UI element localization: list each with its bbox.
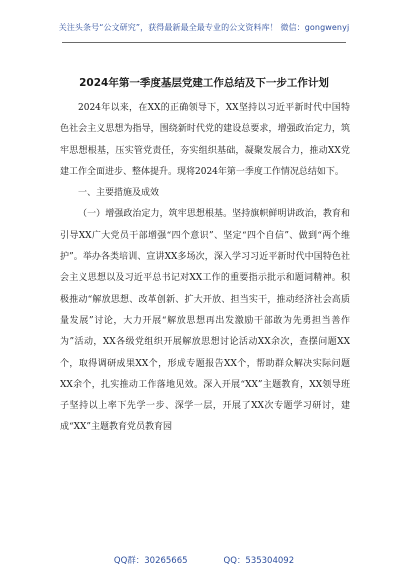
body-paragraph: （一）增强政治定力，筑牢思想根基。坚持旗帜鲜明讲政治，教育和引导XX广大党员干部增强“四个意识”、坚定“四个自信”、做到“两个维护”。举办各类培训、宣讲XX多场次，深入学习习近平新时代中国特色社会主义思想以及习近平总书记对XX工作的重要指示批示和题词精神。积极推动“解放思想、改革创新、扩大开放、担当实干，推动经济社会高质量发展”讨论，大力开展“解放思想再出发激励干部敢为先勇担当善作为”活动，XX各级党组织开展解放思想讨论活动XX余次，查摆问题XX个，取得调研成果XX个，形成专题报告XX个，帮助群众解决实际问题XX余个，扎实推动工作落地见效。深入开展“XX”主题教育，XX领导班子坚持以上率下先学一步、深学一层，开展了XX次专题学习研讨，建成“XX”主题教育党员教育园 xyxy=(60,209,350,433)
intro-paragraph: 2024年以来，在XX的正确领导下，XX坚持以习近平新时代中国特色社会主义思想为指导，围绕新时代党的建设总要求，增强政治定力，筑牢思想根基，压实管党责任，夯实组织基础，凝聚发展合力，推动XX党建工作全面进步、整体提升。现将2024年第一季度工作情况总结如下。 xyxy=(60,103,350,177)
contact-footer xyxy=(0,554,408,566)
header-divider xyxy=(62,42,346,43)
document-title: 2024年第一季度基层党建工作总结及下一步工作计划 xyxy=(79,77,329,89)
document-body xyxy=(60,98,350,439)
qq-text: QQ：535304092 xyxy=(223,556,295,566)
qq-group-text: QQ群：30265665 xyxy=(113,556,188,566)
section-heading: 一、主要措施及成效 xyxy=(78,188,160,199)
promo-header: 关注头条号“公文研究”，获得最新最全最专业的公文资料库！ 微信：gongwenyj xyxy=(58,23,350,32)
